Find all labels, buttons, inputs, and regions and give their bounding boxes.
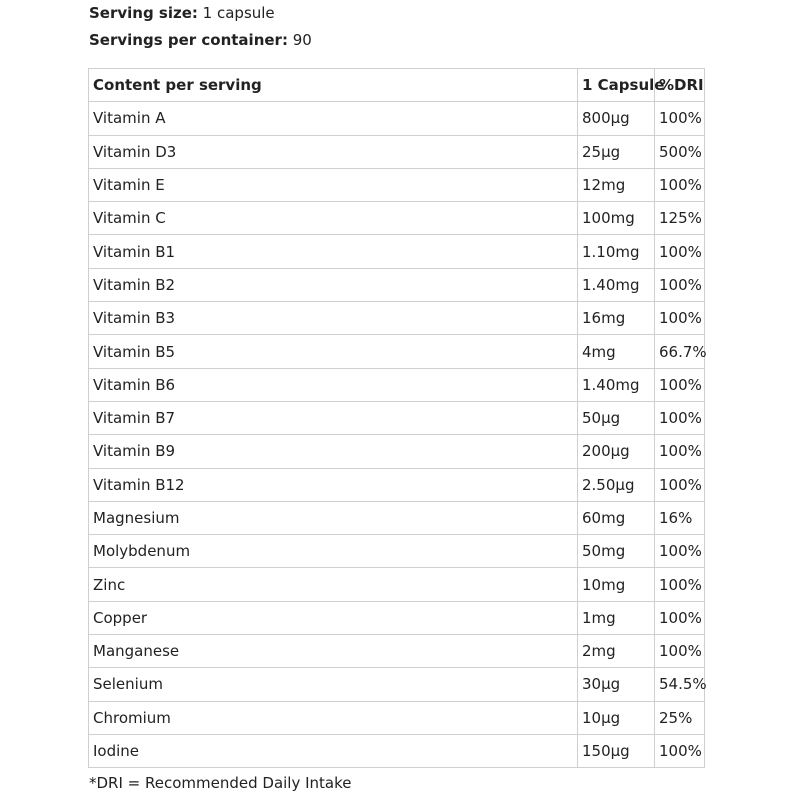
serving-size-value: 1 capsule (197, 4, 275, 22)
table-body (89, 102, 705, 768)
amount-cell: 25μg (578, 135, 655, 168)
nutrient-name-cell: Vitamin B7 (89, 401, 578, 434)
nutrient-name-cell: Vitamin A (89, 102, 578, 135)
table-row (89, 635, 705, 668)
dri-cell: 125% (655, 202, 705, 235)
dri-cell: 100% (655, 235, 705, 268)
dri-cell: 100% (655, 601, 705, 634)
amount-cell: 30μg (578, 668, 655, 701)
dri-cell: 100% (655, 168, 705, 201)
dri-cell: 100% (655, 468, 705, 501)
amount-cell: 4mg (578, 335, 655, 368)
dri-cell: 100% (655, 302, 705, 335)
dri-cell: 100% (655, 635, 705, 668)
dri-cell: 100% (655, 734, 705, 767)
amount-cell: 1mg (578, 601, 655, 634)
dri-cell: 100% (655, 102, 705, 135)
servings-per-container-label: Servings per container: (89, 31, 288, 49)
amount-cell: 50mg (578, 535, 655, 568)
servings-per-container-line (89, 30, 312, 50)
table-row (89, 368, 705, 401)
amount-cell: 50μg (578, 401, 655, 434)
serving-size-line (89, 3, 275, 23)
nutrient-name-cell: Magnesium (89, 501, 578, 534)
amount-cell: 1.40mg (578, 268, 655, 301)
column-header-amount: 1 Capsule (578, 69, 655, 102)
dri-cell: 25% (655, 701, 705, 734)
nutrient-name-cell: Vitamin C (89, 202, 578, 235)
table-row (89, 501, 705, 534)
table-row (89, 435, 705, 468)
nutrient-name-cell: Vitamin B9 (89, 435, 578, 468)
amount-cell: 2.50μg (578, 468, 655, 501)
nutrient-name-cell: Copper (89, 601, 578, 634)
nutrient-name-cell: Vitamin B2 (89, 268, 578, 301)
nutrient-name-cell: Manganese (89, 635, 578, 668)
table-row (89, 202, 705, 235)
amount-cell: 60mg (578, 501, 655, 534)
dri-cell: 500% (655, 135, 705, 168)
amount-cell: 2mg (578, 635, 655, 668)
table-row (89, 668, 705, 701)
column-header-dri: %DRI (655, 69, 705, 102)
servings-per-container-value: 90 (287, 31, 312, 49)
table-row (89, 734, 705, 767)
nutrient-name-cell: Vitamin B6 (89, 368, 578, 401)
table-row (89, 135, 705, 168)
table-row (89, 302, 705, 335)
amount-cell: 150μg (578, 734, 655, 767)
dri-cell: 100% (655, 568, 705, 601)
amount-cell: 1.10mg (578, 235, 655, 268)
amount-cell: 800μg (578, 102, 655, 135)
nutrient-name-cell: Vitamin E (89, 168, 578, 201)
nutrient-name-cell: Vitamin B5 (89, 335, 578, 368)
nutrient-name-cell: Molybdenum (89, 535, 578, 568)
nutrient-name-cell: Vitamin B1 (89, 235, 578, 268)
nutrient-name-cell: Vitamin B3 (89, 302, 578, 335)
dri-cell: 100% (655, 535, 705, 568)
table-row (89, 401, 705, 434)
amount-cell: 12mg (578, 168, 655, 201)
table-row (89, 268, 705, 301)
dri-cell: 66.7% (655, 335, 705, 368)
amount-cell: 10μg (578, 701, 655, 734)
table-row (89, 168, 705, 201)
table-row (89, 535, 705, 568)
dri-cell: 100% (655, 368, 705, 401)
footnote: *DRI = Recommended Daily Intake (89, 774, 352, 792)
dri-cell: 54.5% (655, 668, 705, 701)
table-row (89, 468, 705, 501)
nutrient-name-cell: Selenium (89, 668, 578, 701)
amount-cell: 200μg (578, 435, 655, 468)
amount-cell: 100mg (578, 202, 655, 235)
table-row (89, 701, 705, 734)
amount-cell: 16mg (578, 302, 655, 335)
table-row (89, 601, 705, 634)
dri-cell: 100% (655, 268, 705, 301)
dri-cell: 100% (655, 435, 705, 468)
table-row (89, 568, 705, 601)
table-row (89, 235, 705, 268)
amount-cell: 10mg (578, 568, 655, 601)
nutrient-name-cell: Iodine (89, 734, 578, 767)
nutrition-table (88, 68, 705, 768)
table-row (89, 102, 705, 135)
dri-cell: 100% (655, 401, 705, 434)
nutrient-name-cell: Vitamin D3 (89, 135, 578, 168)
nutrient-name-cell: Chromium (89, 701, 578, 734)
dri-cell: 16% (655, 501, 705, 534)
serving-size-label: Serving size: (89, 4, 198, 22)
table-row (89, 335, 705, 368)
nutrient-name-cell: Vitamin B12 (89, 468, 578, 501)
table-header-row (89, 69, 705, 102)
nutrient-name-cell: Zinc (89, 568, 578, 601)
column-header-content: Content per serving (89, 69, 578, 102)
amount-cell: 1.40mg (578, 368, 655, 401)
